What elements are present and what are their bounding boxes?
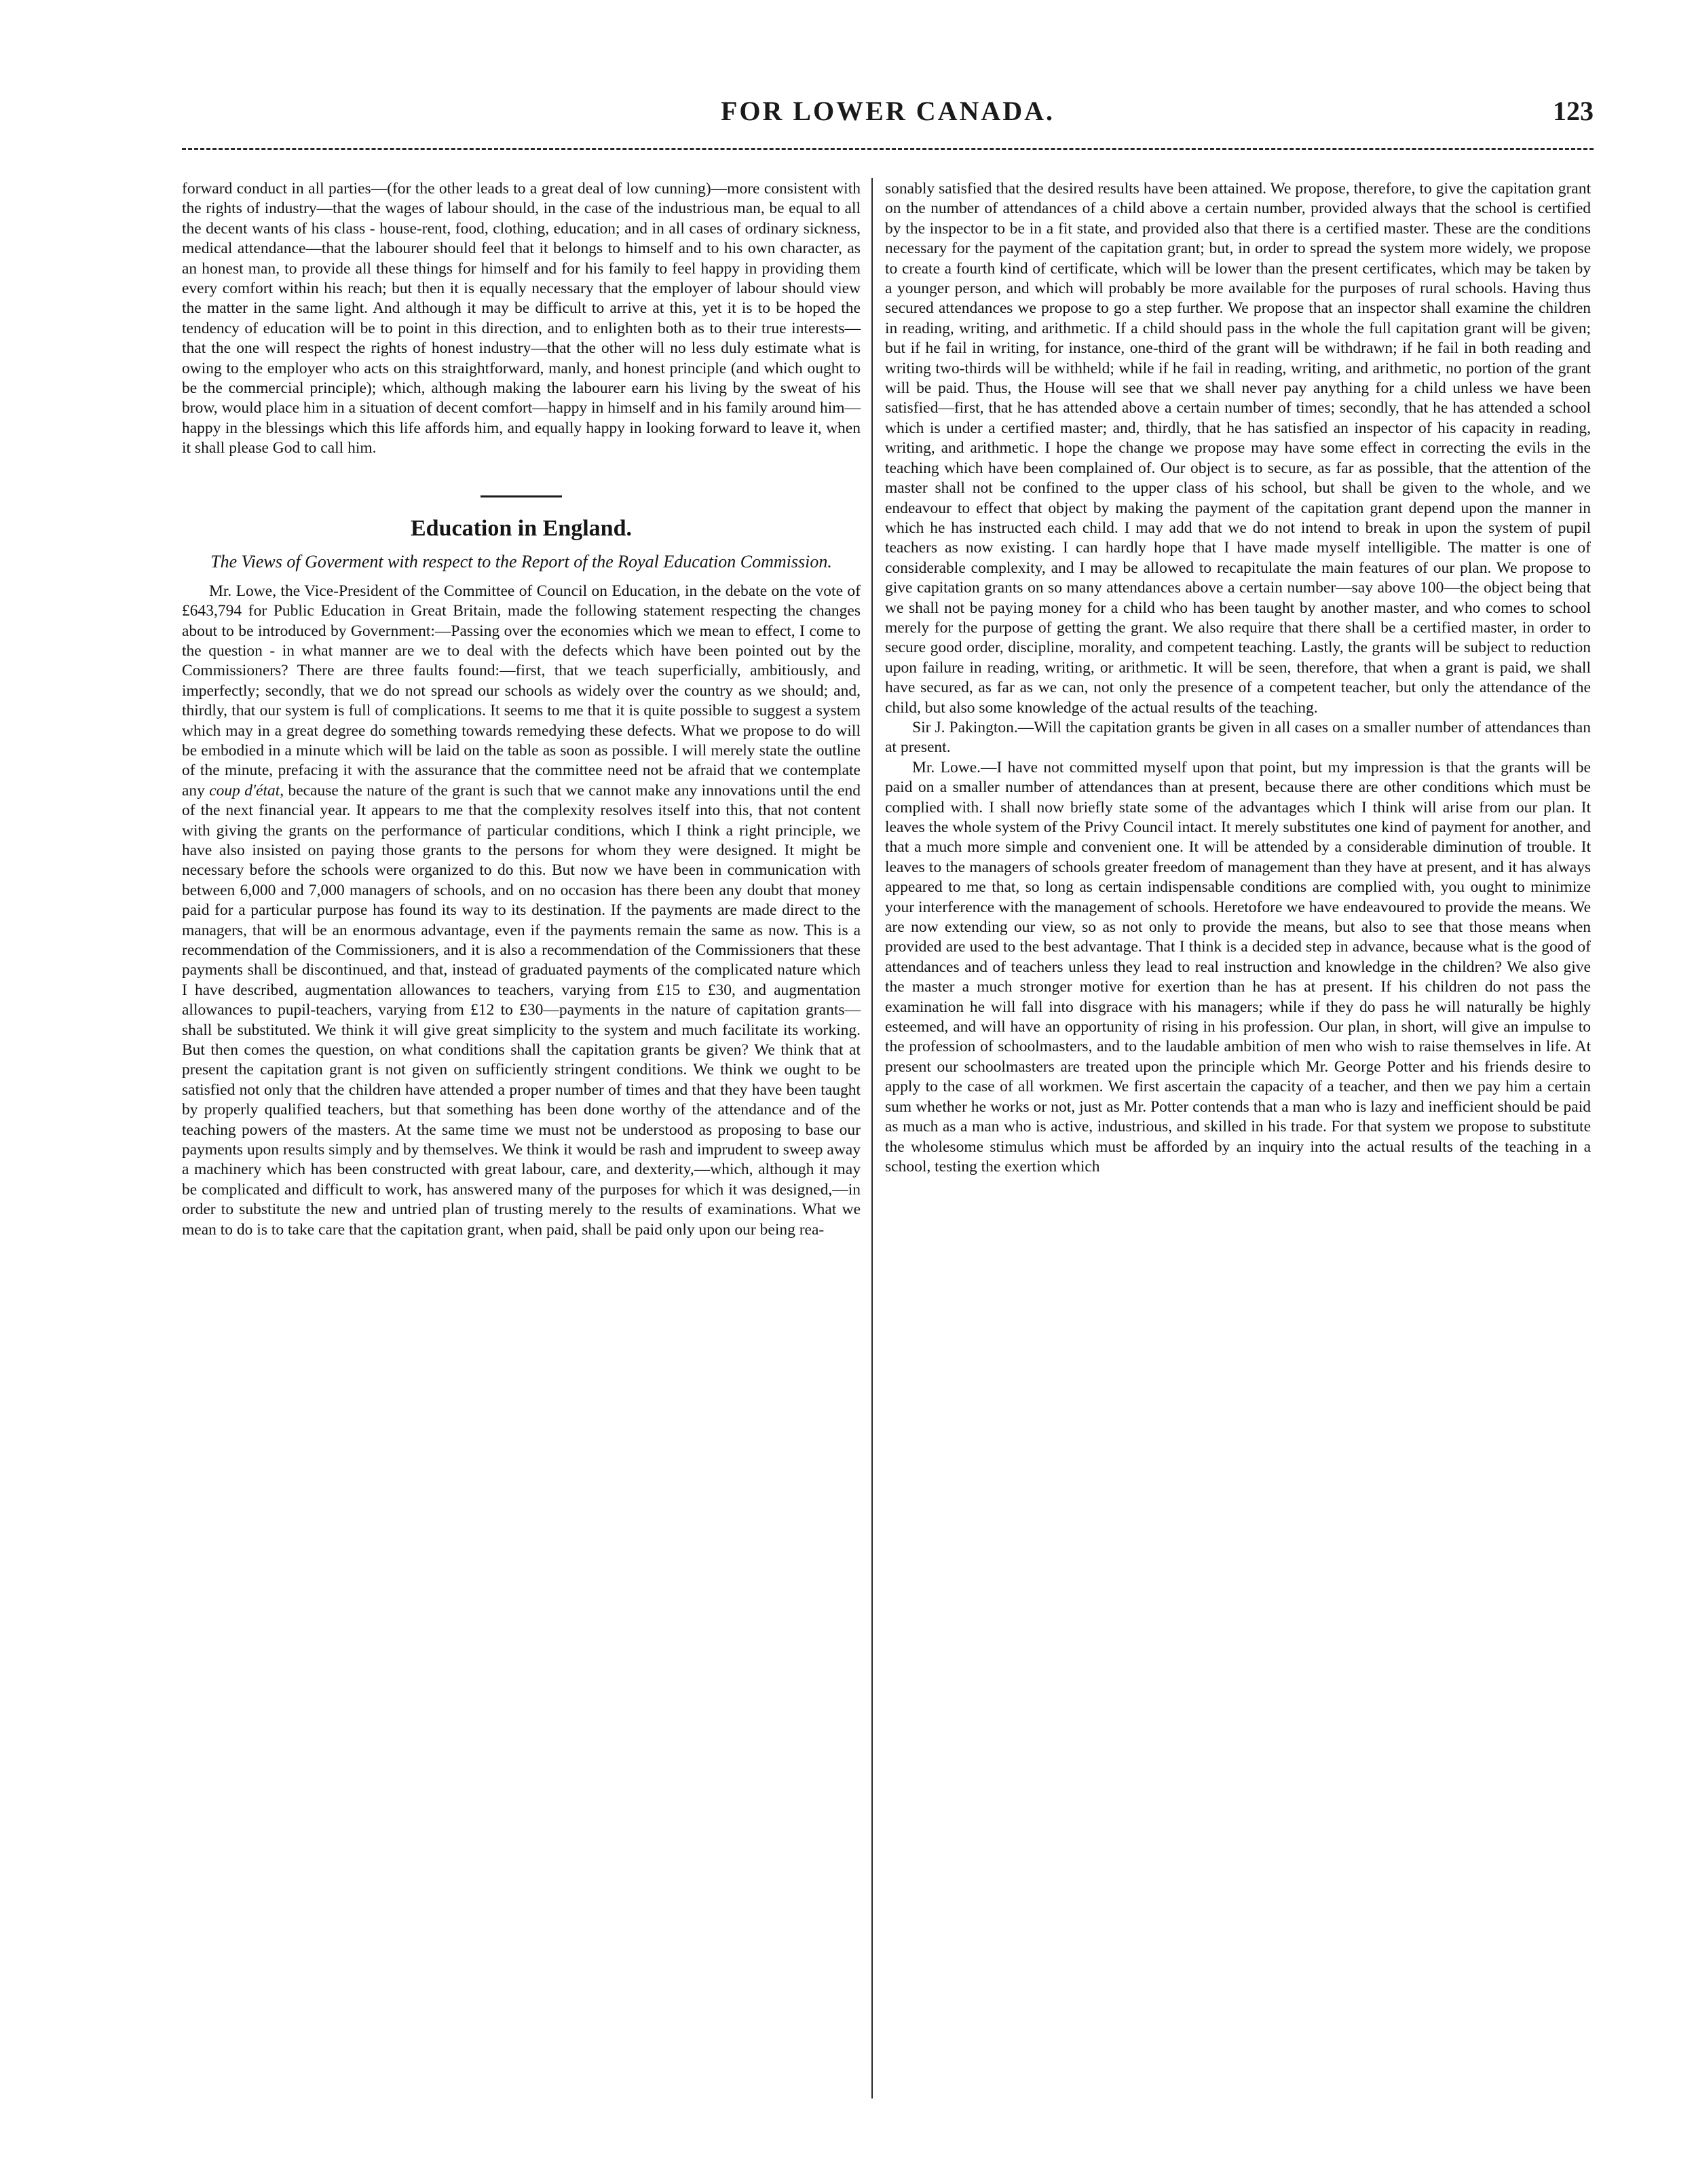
right-column	[885, 179, 1591, 1177]
running-title: FOR LOWER CANADA.	[720, 96, 1055, 126]
header-rule	[182, 148, 1594, 150]
lowe-reply-paragraph: Mr. Lowe.—I have not committed myself upon that point, but my impression is that the grants will be paid on a smaller number of attendances than at present, because there are other conditions which must be complied with. I shall now briefly state some of the advantages which I think will arise from our plan. It leaves the whole system of the Privy Council intact. It merely substitutes one kind of payment for another, and that a much more simple and convenient one. It will be attended by a considerable diminution of trouble. It leaves to the managers of schools greater freedom of management than they have at present, and it has always appeared to me that, so long as certain indispensable conditions are complied with, you ought to minimize your interference with the management of schools. Heretofore we have endeavoured to provide the means. We are now extending our view, so as not only to provide the means, but also to see that those means when provided are used to the best advantage. That I think is a decided step in advance, because what is the good of attendances and of teachers unless they lead to real instruction and knowledge in the children? We also give the master a much stronger motive for exertion than he has at present. If his children do not pass the examination he will fall into disgrace with his managers; while if they do pass he will naturally be highly esteemed, and will have an opportunity of rising in his profession. Our plan, in short, will give an impulse to the profession of schoolmasters, and to the laudable ambition of men who wish to raise themselves in life. At present our schoolmasters are treated upon the principle which Mr. George Potter and his friends desire to apply to the case of all workmen. We first ascertain the capacity of a teacher, and then we pay him a certain sum whether he works or not, just as Mr. Potter contends that a man who is lazy and inefficient should be paid as much as a man who is active, industrious, and skilled in his trade. For that system we propose to substitute the wholesome stimulus which must be afforded by an inquiry into the actual results of the teaching in a school, testing the exertion which	[885, 758, 1591, 1175]
speech-italic-phrase: coup d'état,	[209, 781, 284, 799]
speech-paragraph	[182, 582, 861, 1240]
section-title: Education in England.	[411, 515, 632, 541]
speech-text-part-1: Mr. Lowe, the Vice-President of the Committee of Council on Education, in the debate on the vote of £643,794 for Public Education in Great Britain, made the following statement respecting the changes about to be introduced by Government:—Passing over the economies which we mean to effect, I come to the question - in what manner are we to deal with the defects which have been pointed out by the Commissioners? There are three faults found:—first, that we teach superficially, ambitiously, and imperfectly; secondly, that we do not spread our schools as widely over the country as we should; and, thirdly, that our system is full of complications. It seems to me that it is quite possible to suggest a system which may in a great degree do something towards remedying these defects. What we propose to do will be embodied in a minute which will be laid on the table as soon as possible. I will merely state the outline of the minute, prefacing it with the assurance that the committee need not be afraid that we contemplate any	[182, 582, 861, 799]
continued-paragraph: forward conduct in all parties—(for the other leads to a great deal of low cunning)—more consistent with the rights of industry—that the wages of labour should, in the case of the industrious man, be equal to all the decent wants of his class - house-rent, food, clothing, education; and in all cases of ordinary sickness, medical attendance—that the labourer should feel that it belongs to himself and to his own character, as an honest man, to provide all these things for himself and for his family to feel happy in providing them every comfort within his reach; but then it is equally necessary that the employer of labour should view the matter in the same light. And although it may be difficult to arrive at this, yet it is to be hoped the tendency of education will be to point in this direction, and to enlighten both as to their true interests—that the one will respect the rights of honest industry—that the other will no less duly estimate what is owing to the employer who acts on this straightforward, manly, and honest principle (and which ought to be the commercial principle); which, although making the labourer earn his living by the sweat of his brow, would place him in a situation of decent comfort—happy in himself and in his family around him—happy in the blessings which this life affords him, and equally happy in looking forward to leave it, when it shall please God to call him.	[182, 180, 861, 457]
left-column	[182, 179, 861, 1240]
section-divider-rule	[481, 495, 562, 497]
running-head	[182, 95, 1594, 136]
pakington-question-paragraph: Sir J. Pakington.—Will the capitation grants be given in all cases on a smaller number of attendances than at present.	[885, 718, 1591, 757]
section-subtitle: The Views of Goverment with respect to the Report of the Royal Education Commission.	[210, 551, 832, 571]
column-divider	[871, 178, 873, 2098]
continued-speech-paragraph: sonably satisfied that the desired results have been attained. We propose, therefore, to give the capitation grant on the number of attendances of a child above a certain number, provided always that the school is certified by the inspector to be in a fit state, and provided also that there is a certified master. These are the conditions necessary for the payment of the capitation grant; but, in order to spread the system more widely, we propose to create a fourth kind of certificate, which will be lower than the present certificates, which may be taken by a younger person, and which will probably be more available for the purposes of rural schools. Having thus secured attendances we propose to go a step further. We propose that an inspector shall examine the children in reading, writing, and arithmetic. If a child should pass in the whole the full capitation grant will be given; but if he fail in writing, for instance, one-third of the grant will be withdrawn; if he fail in both reading and writing two-thirds will be withheld; while if he fail in reading, writing, and arithmetic, no portion of the grant will be paid. Thus, the House will see that we shall never pay anything for a child unless we have been satisfied—first, that he has attended above a certain number of times; secondly, that he has attended a school which is under a certified master; and, thirdly, that he has satisfied an inspector of his capacity in reading, writing, and arithmetic. I hope the change we propose may have some effect in correcting the evils in the teaching which have been complained of. Our object is to secure, as far as possible, that the attention of the master shall not be confined to the upper class of his school, but shall be given to the whole, and we endeavour to effect that object by making the payment of the capitation grant depend upon the manner in which he has instructed each child. I may add that we do not intend to break in upon the system of pupil teachers as now existing. I can hardly hope that I have made myself intelligible. The matter is one of considerable complexity, and I may be allowed to recapitulate the main features of our plan. We propose to give capitation grants on so many attendances above a certain number—say above 100—the object being that we shall not be paying money for a child who has been taught by another master, and who comes to school merely for the purpose of getting the grant. We also require that there shall be a certified master, in order to secure good order, discipline, morality, and competent teaching. Lastly, the grants will be subject to reduction upon failure in reading, writing, or arithmetic. It will be seen, therefore, that when a grant is paid, we shall have secured, as far as we can, not only the presence of a competent teacher, but only the attendance of the child, but also some knowledge of the actual results of the teaching.	[885, 180, 1591, 717]
page-number: 123	[1553, 96, 1594, 126]
speech-text-part-2: because the nature of the grant is such that we cannot make any innovations until the end of the next financial year. It appears to me that the complexity resolves itself into this, that not content with giving the grants on the performance of particular conditions, which I think a right principle, we have also insisted on paying those grants to the persons for whom they were designed. It might be necessary before the schools were organized to do this. But now we have been in communication with between 6,000 and 7,000 managers of schools, and on no occasion has there been any doubt that money paid for a particular purpose has found its way to its destination. If the payments are made direct to the managers, that will be an enormous advantage, even if the payments remain the same as now. This is a recommendation of the Commissioners, and it is also a recommendation of the Commissioners that these payments shall be discontinued, and that, instead of graduated payments of the complicated nature which I have described, augmentation allowances to teachers, varying from £15 to £30, and augmentation allowances to pupil-teachers, varying from £12 to £30—payments in the nature of capitation grants—shall be substituted. We think it will give great simplicity to the system and much facilitate its working. But then comes the question, on what conditions shall the capitation grants be given? We think that at present the capitation grant is not given on sufficiently stringent conditions. We think we ought to be satisfied not only that the children have attended a proper number of times and that they have been taught by properly qualified teachers, but that something has been done worthy of the attendance and of the teaching powers of the masters. At the same time we must not be understood as proposing to base our payments upon results simply and by themselves. We think it would be rash and imprudent to sweep away a machinery which has been constructed with great labour, care, and dexterity,—which, although it may be complicated and difficult to work, has answered many of the purposes for which it was designed,—in order to substitute the new and untried plan of trusting merely to the results of examinations. What we mean to do is to take care that the capitation grant, when paid, shall be paid only upon our being rea-	[182, 781, 861, 1239]
